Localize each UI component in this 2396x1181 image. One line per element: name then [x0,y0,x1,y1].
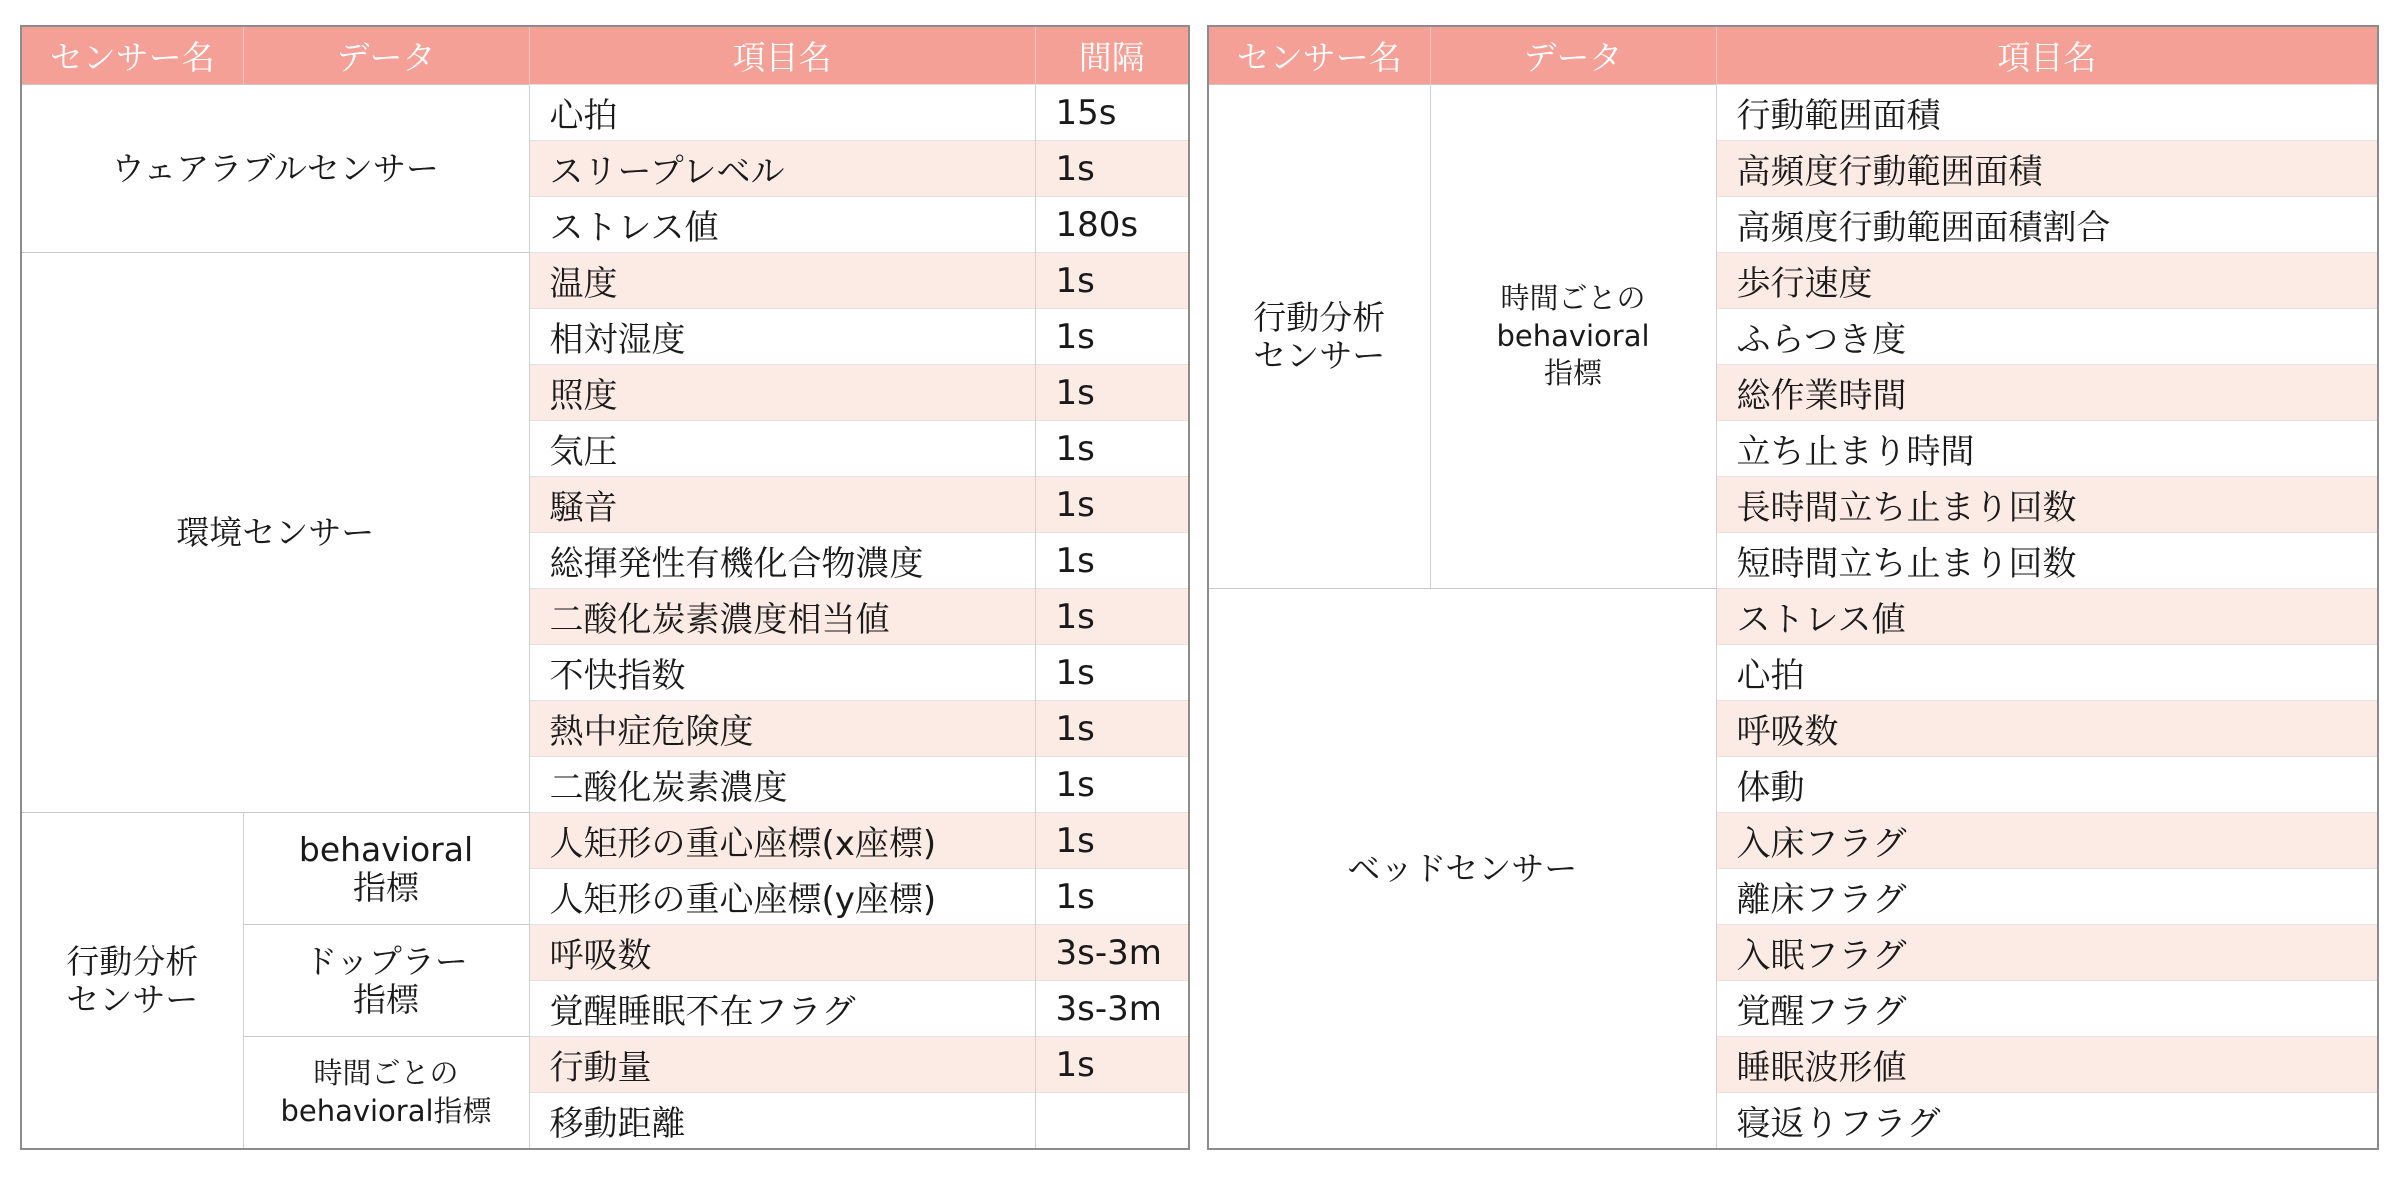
interval-value: 15s [1035,85,1189,141]
item-name: 行動量 [529,1037,1035,1093]
header-sensor-name: センサー名 [21,26,243,85]
group-doppler-index: ドップラー 指標 [243,925,529,1037]
item-name: 高頻度行動範囲面積 [1716,141,2378,197]
item-name: 体動 [1716,757,2378,813]
table-row [1208,589,2378,645]
item-name: ふらつき度 [1716,309,2378,365]
item-name: スリープレベル [529,141,1035,197]
item-name: 温度 [529,253,1035,309]
item-name: 覚醒睡眠不在フラグ [529,981,1035,1037]
interval-value: 1s [1035,813,1189,869]
item-name: 長時間立ち止まり回数 [1716,477,2378,533]
item-name: 人矩形の重心座標(x座標) [529,813,1035,869]
table-row [1208,85,2378,141]
item-name: 高頻度行動範囲面積割合 [1716,197,2378,253]
group-environment-sensor: 環境センサー [21,253,529,813]
interval-value: 1s [1035,869,1189,925]
interval-value: 180s [1035,197,1189,253]
item-name: 二酸化炭素濃度相当値 [529,589,1035,645]
interval-value: 1s [1035,309,1189,365]
item-name: 入床フラグ [1716,813,2378,869]
interval-value: 1s [1035,757,1189,813]
item-name: 入眠フラグ [1716,925,2378,981]
item-name: 熱中症危険度 [529,701,1035,757]
group-wearable-sensor: ウェアラブルセンサー [21,85,529,253]
item-name: 騒音 [529,477,1035,533]
group-hourly-behavioral-index: 時間ごとの behavioral指標 [243,1037,529,1150]
group-behavior-analysis-sensor: 行動分析 センサー [1208,85,1430,589]
item-name: 呼吸数 [1716,701,2378,757]
header-item-name: 項目名 [1716,26,2378,85]
item-name: 人矩形の重心座標(y座標) [529,869,1035,925]
item-name: 不快指数 [529,645,1035,701]
item-name: 相対湿度 [529,309,1035,365]
item-name: 立ち止まり時間 [1716,421,2378,477]
item-name: 覚醒フラグ [1716,981,2378,1037]
item-name: 二酸化炭素濃度 [529,757,1035,813]
interval-value: 1s [1035,253,1189,309]
item-name: 睡眠波形値 [1716,1037,2378,1093]
table-row [21,253,1189,309]
header-sensor-name: センサー名 [1208,26,1430,85]
header-item-name: 項目名 [529,26,1035,85]
item-name: 照度 [529,365,1035,421]
item-name: 心拍 [529,85,1035,141]
interval-value: 1s [1035,533,1189,589]
interval-value: 1s [1035,701,1189,757]
group-hourly-behavioral-index: 時間ごとの behavioral 指標 [1430,85,1716,589]
table-row [21,85,1189,141]
item-name: 呼吸数 [529,925,1035,981]
interval-value: 1s [1035,645,1189,701]
sensor-table-right [1207,25,2379,1150]
interval-value: 1s [1035,589,1189,645]
interval-value: 1s [1035,1037,1189,1093]
header-row [1208,26,2378,85]
item-name: 移動距離 [529,1093,1035,1150]
interval-value: 3s-3m [1035,981,1189,1037]
interval-value: 1s [1035,141,1189,197]
header-row [21,26,1189,85]
group-behavioral-index: behavioral 指標 [243,813,529,925]
header-interval: 間隔 [1035,26,1189,85]
item-name: 歩行速度 [1716,253,2378,309]
item-name: 総揮発性有機化合物濃度 [529,533,1035,589]
item-name: 寝返りフラグ [1716,1093,2378,1150]
group-behavior-analysis-sensor: 行動分析 センサー [21,813,243,1150]
item-name: 短時間立ち止まり回数 [1716,533,2378,589]
table-row [21,813,1189,869]
header-data: データ [1430,26,1716,85]
item-name: 行動範囲面積 [1716,85,2378,141]
item-name: 離床フラグ [1716,869,2378,925]
item-name: 心拍 [1716,645,2378,701]
item-name: ストレス値 [529,197,1035,253]
interval-value: 1s [1035,477,1189,533]
sensor-table-left [20,25,1190,1150]
interval-value: 3s-3m [1035,925,1189,981]
header-data: データ [243,26,529,85]
item-name: ストレス値 [1716,589,2378,645]
interval-value [1035,1093,1189,1150]
interval-value: 1s [1035,365,1189,421]
item-name: 気圧 [529,421,1035,477]
interval-value: 1s [1035,421,1189,477]
group-bed-sensor: ベッドセンサー [1208,589,1716,1150]
item-name: 総作業時間 [1716,365,2378,421]
